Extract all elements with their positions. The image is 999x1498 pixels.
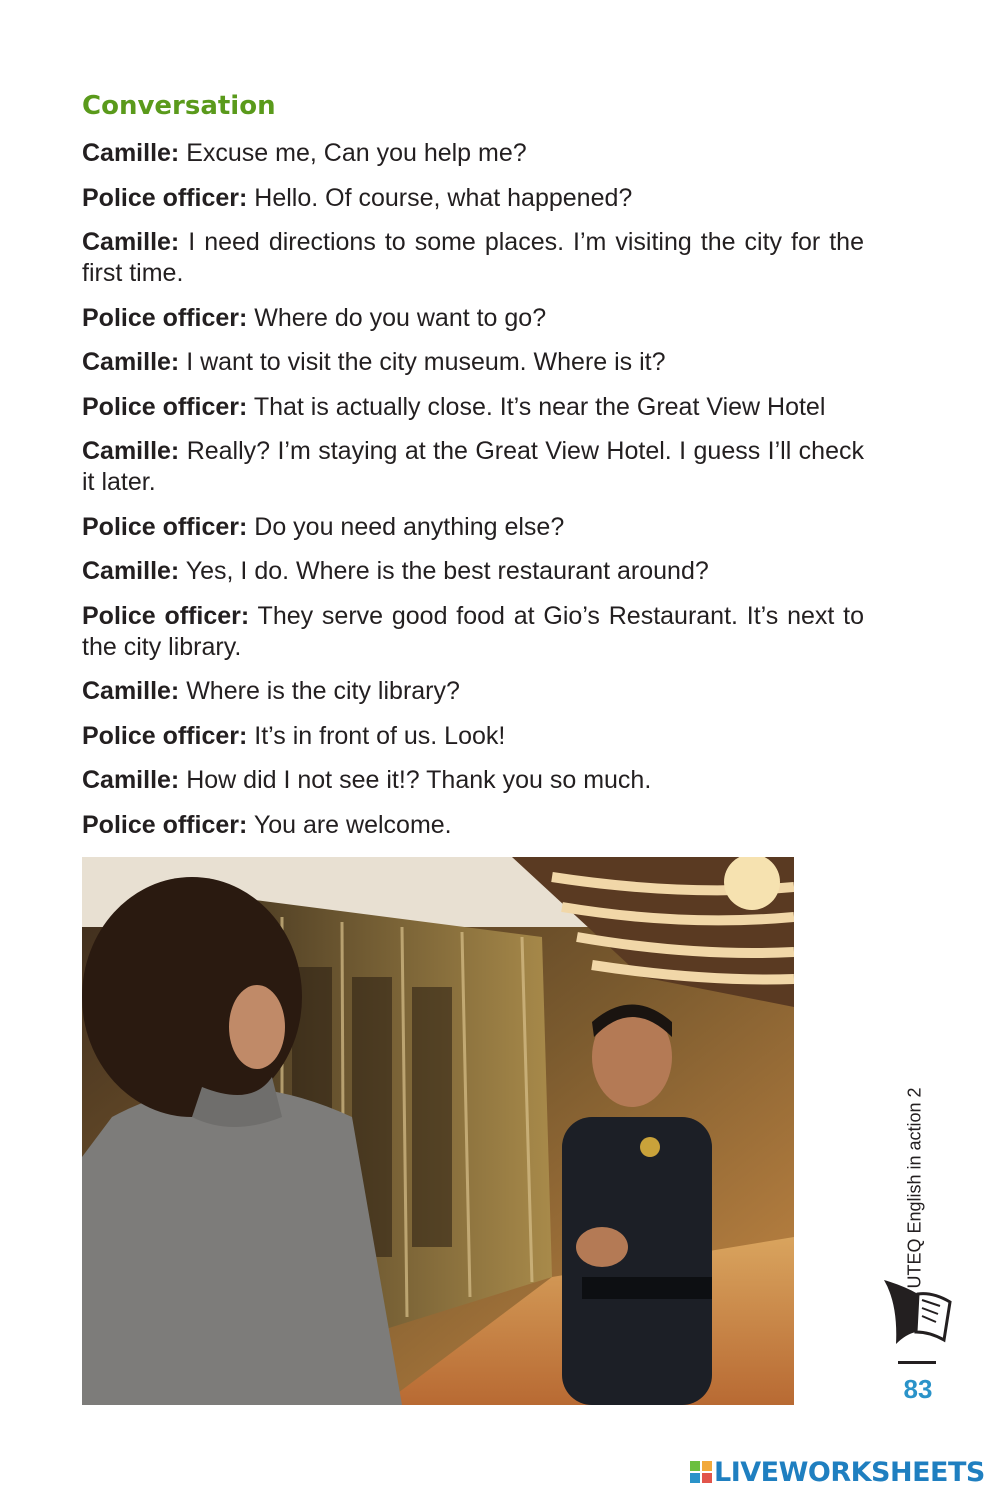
line-text: That is actually close. It’s near the Great View Hotel: [247, 392, 826, 421]
speaker-name: Camille:: [82, 437, 180, 465]
liveworksheets-logo-icon: [690, 1461, 712, 1483]
section-heading: Conversation: [82, 91, 276, 121]
line-text: Really? I’m staying at the Great View Hotel. I guess I’ll check it later.: [82, 437, 864, 496]
speaker-name: Camille:: [82, 677, 180, 705]
line-text: They serve good food at Gio’s Restaurant. It’s next to the city library.: [82, 601, 864, 661]
dialogue-line: [82, 721, 864, 752]
speaker-name: Police officer:: [82, 183, 248, 212]
line-text: You are welcome.: [247, 810, 452, 839]
speaker-name: Camille:: [82, 557, 180, 585]
liveworksheets-watermark[interactable]: [690, 1454, 985, 1490]
dialogue-line: [82, 392, 864, 423]
dialogue-line: [82, 601, 864, 663]
page-number-rule: [898, 1361, 936, 1364]
conversation-photo: [82, 857, 794, 1405]
line-text: Do you need anything else?: [247, 512, 565, 541]
speaker-name: Camille:: [82, 348, 180, 376]
dialogue: [82, 138, 864, 854]
line-text: Where is the city library?: [179, 677, 460, 705]
dialogue-line: [82, 556, 864, 587]
speaker-name: Police officer:: [82, 601, 250, 630]
dialogue-line: [82, 303, 864, 334]
speaker-name: Camille:: [82, 139, 180, 167]
dialogue-line: [82, 676, 864, 707]
line-text: Yes, I do. Where is the best restaurant around?: [179, 557, 709, 585]
page-number: 83: [903, 1374, 933, 1404]
speaker-name: Police officer:: [82, 303, 248, 332]
dialogue-line: [82, 436, 864, 498]
dialogue-line: [82, 183, 864, 214]
dialogue-line: [82, 347, 864, 378]
line-text: It’s in front of us. Look!: [247, 721, 506, 750]
speaker-name: Camille:: [82, 766, 180, 794]
dialogue-line: [82, 138, 864, 169]
line-text: I want to visit the city museum. Where is it?: [179, 348, 666, 376]
line-text: Hello. Of course, what happened?: [247, 183, 633, 212]
photo-illustration: [82, 857, 794, 1405]
line-text: Where do you want to go?: [247, 303, 547, 332]
book-title-vertical: UTEQ English in action 2: [904, 1087, 925, 1289]
line-text: Excuse me, Can you help me?: [179, 139, 527, 167]
brand-name: LIVEWORKSHEETS: [714, 1456, 985, 1488]
speaker-name: Police officer:: [82, 810, 248, 839]
speaker-name: Police officer:: [82, 392, 248, 421]
dialogue-line: [82, 765, 864, 796]
dialogue-line: [82, 227, 864, 289]
speaker-name: Camille:: [82, 228, 180, 256]
line-text: I need directions to some places. I’m visiting the city for the first time.: [82, 228, 864, 287]
dialogue-line: [82, 512, 864, 543]
speaker-name: Police officer:: [82, 721, 248, 750]
line-text: How did I not see it!? Thank you so much.: [179, 766, 652, 794]
open-book-icon: [878, 1274, 956, 1350]
dialogue-line: [82, 810, 864, 841]
speaker-name: Police officer:: [82, 512, 248, 541]
